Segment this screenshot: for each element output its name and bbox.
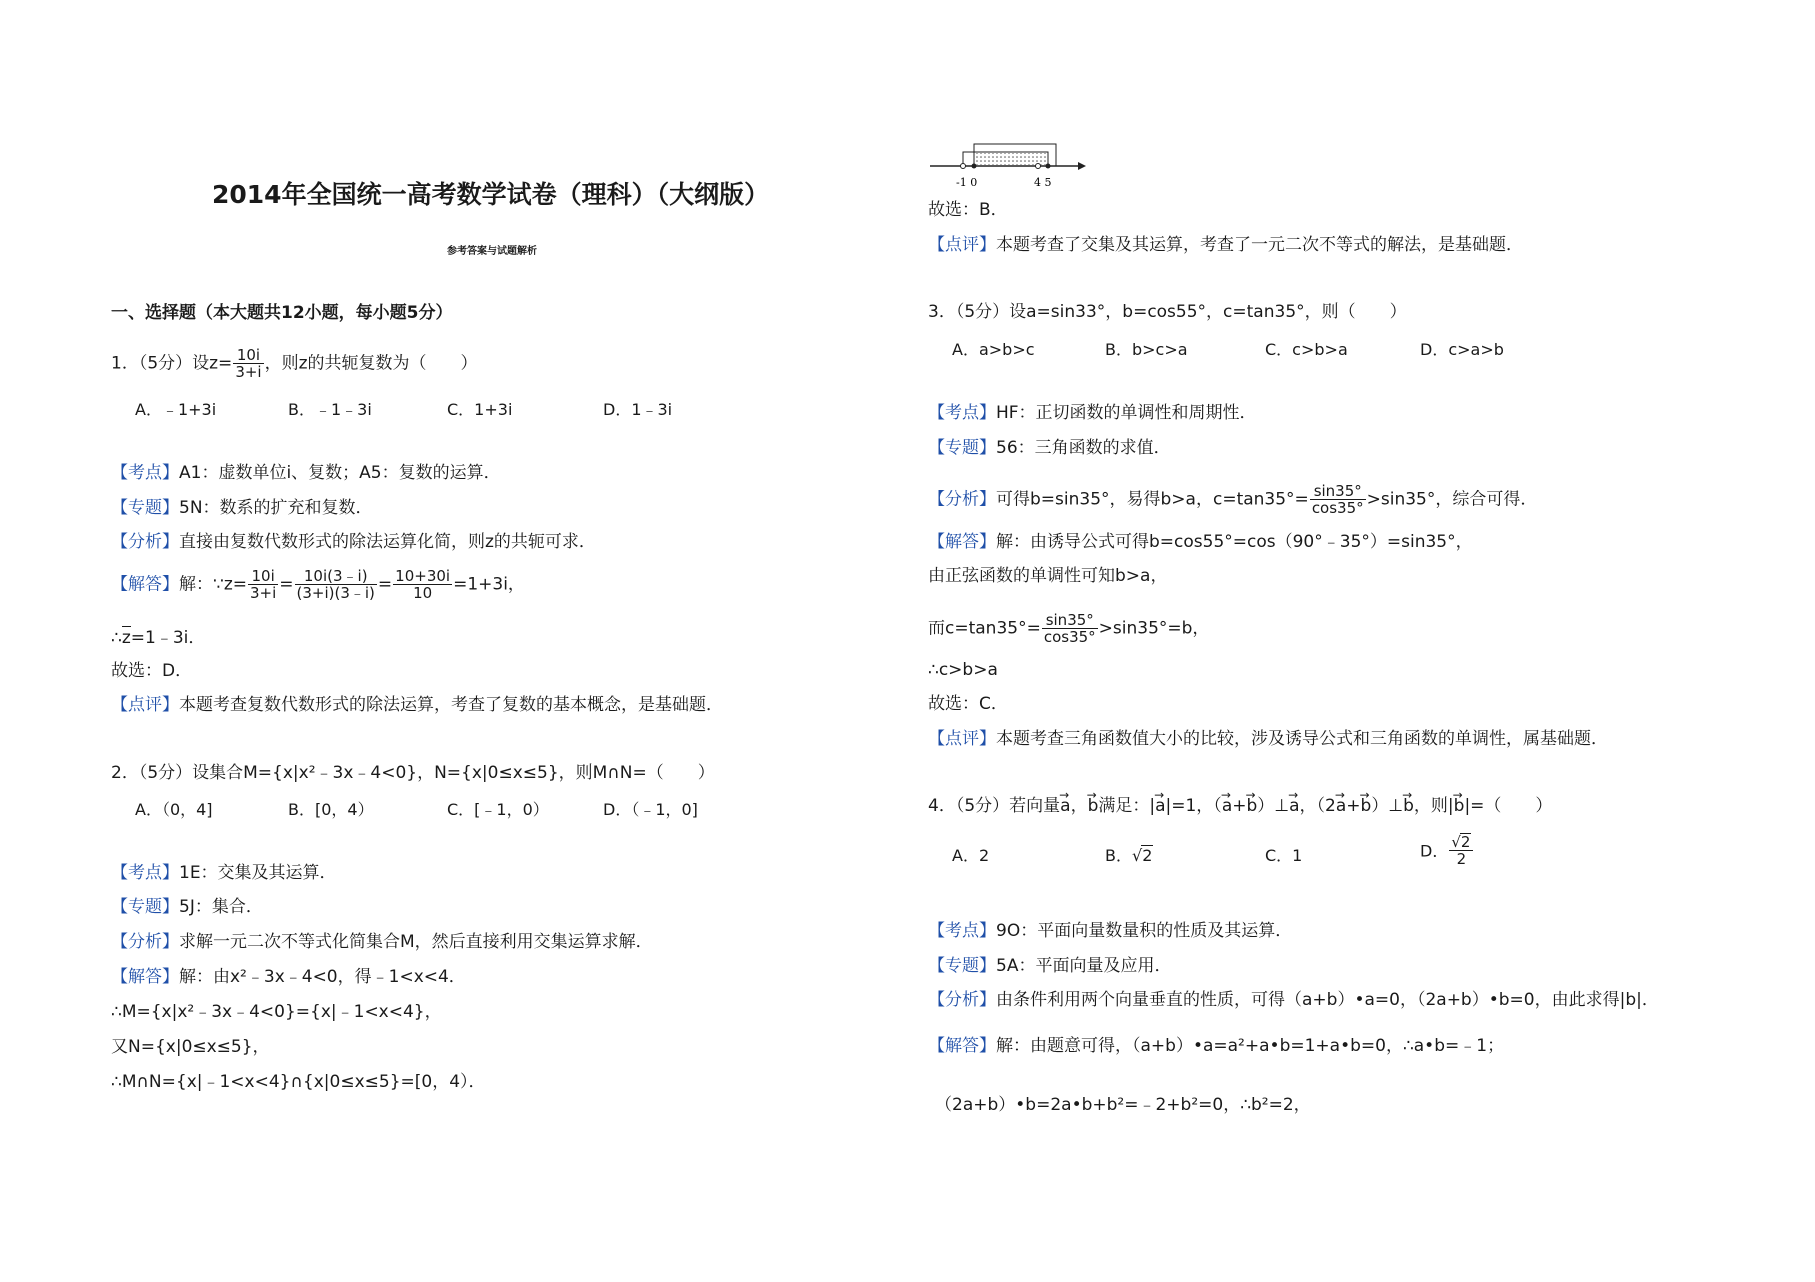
q3-option-a: A．a>b>c [952, 340, 1035, 359]
q2-jieda: 【解答】解：由x²﹣3x﹣4<0，得﹣1<x<4． [111, 967, 466, 987]
q2-stem: 2．（5分）设集合M={x|x²﹣3x﹣4<0}，N={x|0≤x≤5}，则M∩N=（ ） [111, 763, 715, 783]
q4-option-b: B．√2 [1105, 846, 1153, 865]
section-heading: 一、选择题（本大题共12小题，每小题5分） [111, 303, 453, 323]
q2-option-b: B．[0，4） [288, 800, 374, 819]
q1-fenxi: 【分析】直接由复数代数形式的除法运算化简，则z的共轭可求． [111, 532, 596, 552]
q2-line-3: 又N={x|0≤x≤5}， [111, 1037, 270, 1057]
page-title: 2014年全国统一高考数学试卷（理科）（大纲版） [212, 180, 770, 209]
page-subtitle: 参考答案与试题解析 [447, 246, 537, 257]
q4-fenxi: 【分析】由条件利用两个向量垂直的性质，可得（a+b）•a=0，（2a+b）•b=0，由此求得|b|． [928, 990, 1659, 1010]
q2-fenxi: 【分析】求解一元二次不等式化简集合M，然后直接利用交集运算求解． [111, 932, 653, 952]
q2-kaodian: 【考点】1E：交集及其运算． [111, 863, 337, 883]
q1-conjugate: ∴z=1﹣3i． [111, 628, 206, 648]
q1-zhuanti: 【专题】5N：数系的扩充和复数． [111, 498, 373, 518]
q3-jieda: 【解答】解：由诱导公式可得b=cos55°=cos（90°﹣35°）=sin35°， [928, 532, 1473, 552]
q2-zhuanti: 【专题】5J：集合． [111, 897, 263, 917]
q4-kaodian: 【考点】9O：平面向量数量积的性质及其运算． [928, 921, 1293, 941]
q1-answer: 故选：D． [111, 661, 193, 681]
q1-stem: 1．（5分）设z= $\frac{10i}{3+i}$ ，则z的共轭复数为（ ） [111, 346, 478, 381]
q1-option-a: A．﹣1+3i [135, 400, 217, 419]
q3-kaodian: 【考点】HF：正切函数的单调性和周期性． [928, 403, 1257, 423]
q3-dianping: 【点评】本题考查三角函数值大小的比较，涉及诱导公式和三角函数的单调性，属基础题． [928, 729, 1608, 749]
q1-option-d: D．1﹣3i [603, 400, 673, 419]
q2-line-2: ∴M={x|x²﹣3x﹣4<0}={x|﹣1<x<4}， [111, 1002, 442, 1022]
q4-line-2: （2a+b）•b=2a•b+b²=﹣2+b²=0，∴b²=2， [935, 1095, 1311, 1115]
q1-jieda: 【解答】解：∵z= $\frac{10i}{3+i}$ = $\frac{10i(3﹣i)}{(3+i)(3﹣i)}$ = $\frac{10+30i}{10}$ =1+3i， [111, 567, 525, 602]
q1-fraction: $\frac{10i}{3+i}$ [235, 346, 262, 381]
q1-option-c: C．1+3i [447, 400, 513, 419]
q2-option-d: D．（﹣1，0] [603, 800, 698, 819]
number-line-diagram [928, 140, 1088, 190]
q2-answer: 故选：B． [928, 200, 1008, 220]
axis-label-right: 4 5 [1034, 176, 1052, 189]
q3-answer: 故选：C． [928, 694, 1008, 714]
q4-option-c: C．1 [1265, 846, 1303, 865]
q3-line-2: 由正弦函数的单调性可知b>a， [928, 566, 1168, 586]
q2-option-a: A．（0，4] [135, 800, 213, 819]
q1-option-b: B．﹣1﹣3i [288, 400, 372, 419]
q4-jieda: 【解答】解：由题意可得，（a+b）•a=a²+a•b=1+a•b=0，∴a•b=﹣1； [928, 1036, 1505, 1056]
q2-dianping: 【点评】本题考查了交集及其运算，考查了一元二次不等式的解法，是基础题． [928, 235, 1523, 255]
q4-option-d: D． $\frac{√2}{2}$ [1420, 833, 1474, 867]
q3-line-3: 而c=tan35°= $\frac{\sin 35^\circ}{\cos 35^\circ}$ >sin35°=b， [928, 611, 1210, 646]
axis-label-left: -1 0 [956, 176, 978, 189]
q1-dianping: 【点评】本题考查复数代数形式的除法运算，考查了复数的基本概念，是基础题． [111, 695, 723, 715]
q3-option-c: C．c>b>a [1265, 340, 1348, 359]
q3-zhuanti: 【专题】56：三角函数的求值． [928, 438, 1171, 458]
q3-fenxi: 【分析】可得b=sin35°，易得b>a，c=tan35°= $\frac{\sin 35^\circ}{\cos 35^\circ}$ >sin35°，综合可得． [928, 482, 1538, 517]
q3-option-d: D．c>a>b [1420, 340, 1504, 359]
q4-zhuanti: 【专题】5A：平面向量及应用． [928, 956, 1172, 976]
q4-option-a: A．2 [952, 846, 990, 865]
q3-option-b: B．b>c>a [1105, 340, 1188, 359]
q2-option-c: C．[﹣1，0） [447, 800, 549, 819]
q1-kaodian: 【考点】A1：虚数单位i、复数；A5：复数的运算． [111, 463, 501, 483]
q2-line-4: ∴M∩N={x|﹣1<x<4}∩{x|0≤x≤5}=[0，4）． [111, 1072, 486, 1092]
q4-stem: 4．（5分）若向量→ a，→ b满足：|→ a|=1，（→ a+→ b）⊥→ a，（2→ a+→ b）⊥→ b，则|→ b|=（ ） [928, 795, 1552, 817]
q3-stem: 3．（5分）设a=sin33°，b=cos55°，c=tan35°，则（ ） [928, 302, 1407, 322]
q3-line-4: ∴c>b>a [928, 660, 998, 680]
